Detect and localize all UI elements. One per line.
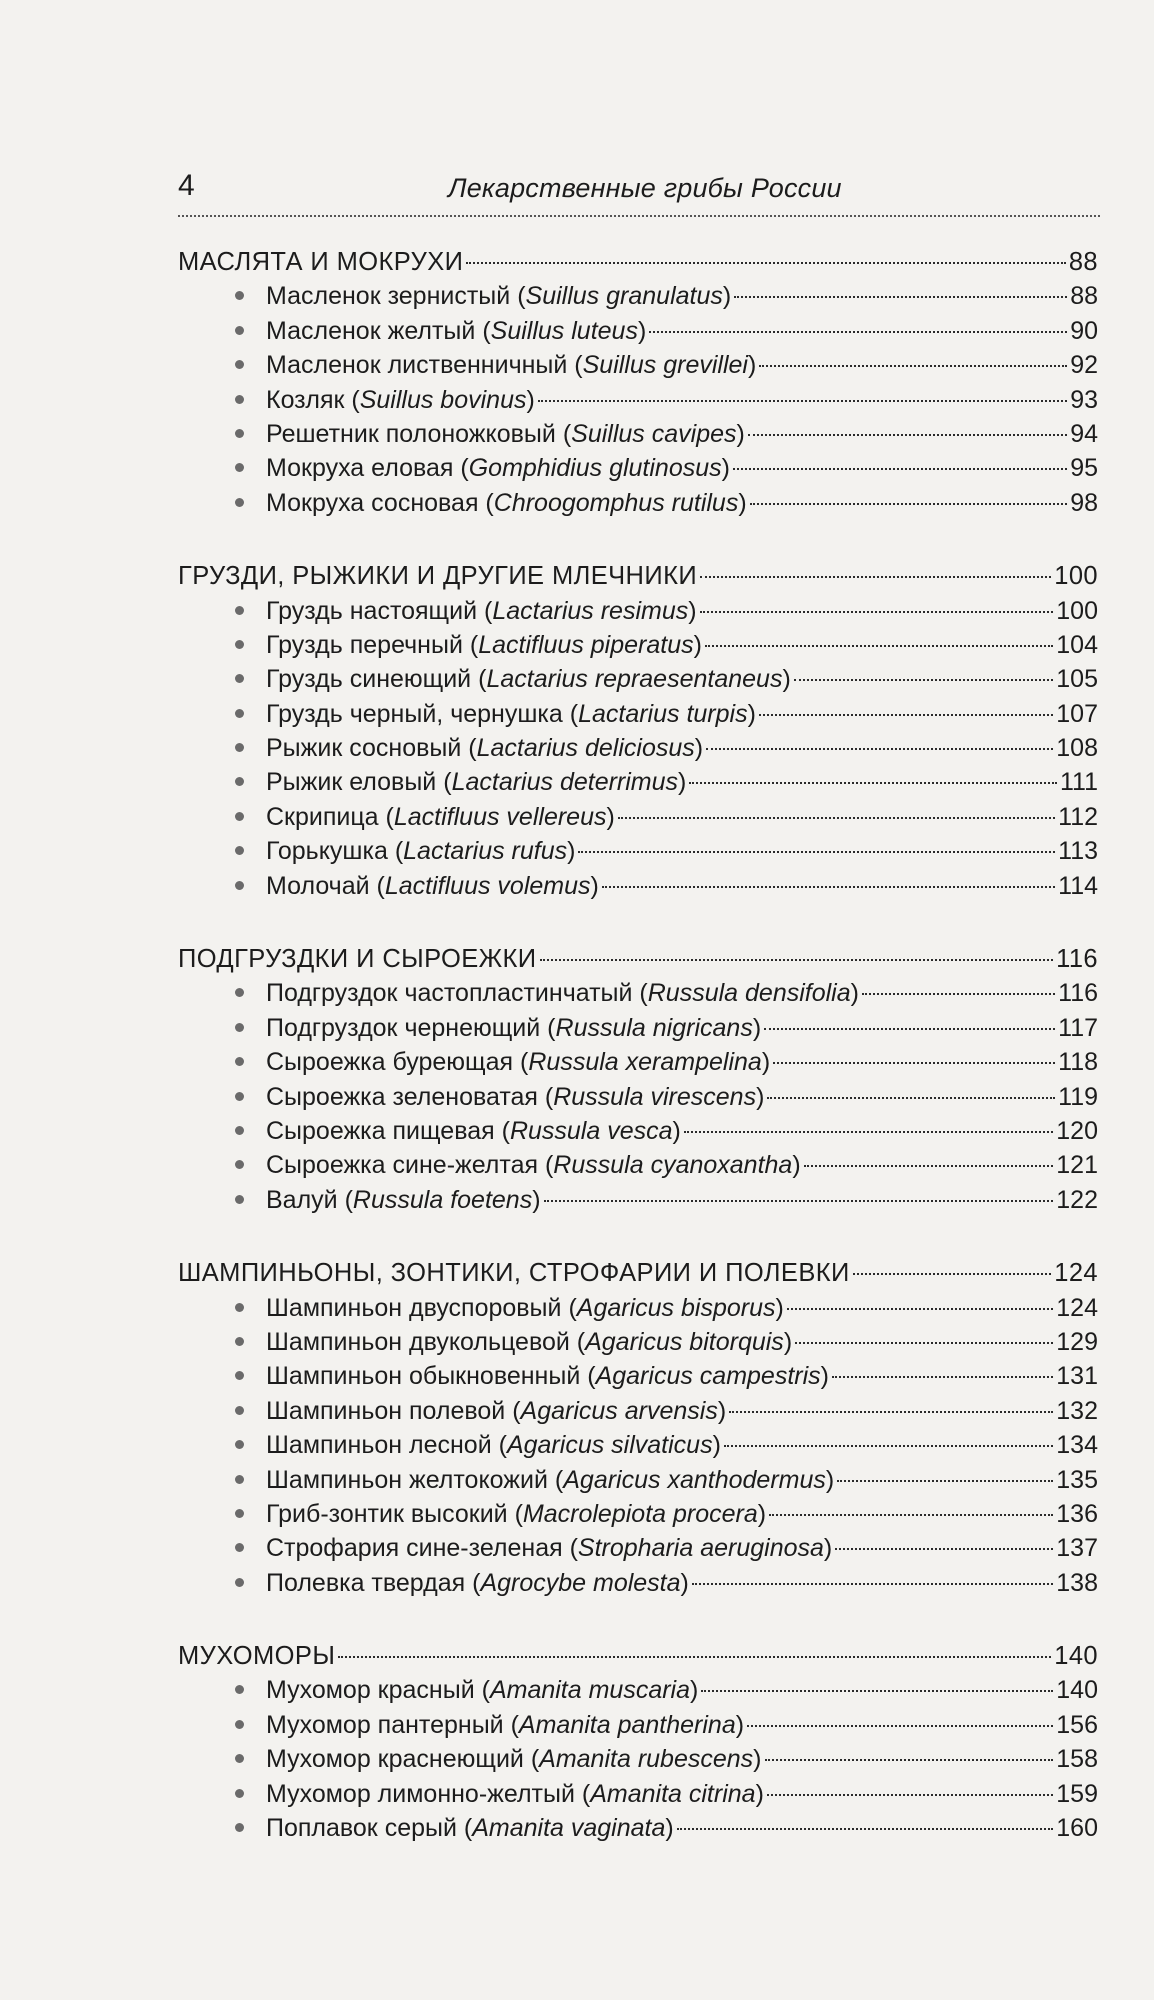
entry-latin-name: Russula densifolia [647, 979, 851, 1008]
dot-leader [837, 1480, 1053, 1482]
section-items [178, 594, 1098, 904]
dot-leader [748, 434, 1067, 436]
entry-latin-name: Suillus bovinus [359, 385, 527, 414]
entry-latin-name: Amanita rubescens [539, 1745, 754, 1774]
dot-leader [706, 748, 1053, 750]
entry-label: Шампиньон желтокожий (Agaricus xanthodermus) [266, 1465, 835, 1494]
entry-russian-name: Шампиньон полевой [266, 1396, 506, 1425]
page-header [178, 166, 1100, 210]
entry-page-number: 119 [1058, 1082, 1098, 1111]
entry-label: Рыжик еловый (Lactarius deterrimus) [266, 768, 687, 797]
entry-russian-name: Шампиньон желтокожий [266, 1465, 548, 1494]
bullet-icon [235, 360, 244, 369]
toc-section [178, 559, 1098, 903]
entry-russian-name: Масленок желтый [266, 316, 476, 345]
bullet-icon [235, 1023, 244, 1032]
dot-leader [689, 782, 1057, 784]
entry-latin-name: Amanita muscaria [489, 1676, 691, 1705]
dot-leader [835, 1548, 1053, 1550]
toc-entry[interactable] [178, 314, 1098, 348]
entry-page-number: 118 [1058, 1048, 1098, 1077]
section-heading[interactable] [178, 245, 1098, 279]
bullet-icon [235, 812, 244, 821]
bullet-icon [235, 1754, 244, 1763]
entry-page-number: 158 [1056, 1745, 1098, 1774]
entry-russian-name: Скрипица [266, 802, 379, 831]
entry-label: Груздь перечный (Lactifluus piperatus) [266, 630, 702, 659]
toc-entry[interactable] [178, 1531, 1098, 1565]
bullet-icon [235, 1823, 244, 1832]
page-number: 4 [178, 169, 195, 202]
bullet-icon [235, 846, 244, 855]
entry-latin-name: Russula foetens [352, 1185, 533, 1214]
section-page-number: 140 [1054, 1642, 1098, 1671]
bullet-icon [235, 1509, 244, 1518]
entry-russian-name: Масленок зернистый [266, 282, 511, 311]
bullet-icon [235, 1440, 244, 1449]
toc-entry[interactable] [178, 451, 1098, 485]
entry-latin-name: Suillus granulatus [525, 282, 723, 311]
entry-latin-name: Russula nigricans [555, 1013, 753, 1042]
entry-label: Масленок лиственничный (Suillus grevillei) [266, 351, 757, 380]
dot-leader [862, 993, 1055, 995]
entry-russian-name: Шампиньон двукольцевой [266, 1327, 570, 1356]
toc-entry[interactable] [178, 486, 1098, 520]
entry-latin-name: Lactifluus vellereus [393, 802, 607, 831]
entry-latin-name: Agaricus xanthodermus [563, 1465, 826, 1494]
dot-leader [692, 1583, 1053, 1585]
entry-label: Подгруздок частопластинчатый (Russula densifolia) [266, 979, 859, 1008]
entry-label: Мухомор лимонно-желтый (Amanita citrina) [266, 1779, 764, 1808]
dot-leader [773, 1062, 1055, 1064]
bullet-icon [235, 1371, 244, 1380]
entry-latin-name: Suillus luteus [490, 316, 638, 345]
dot-leader [677, 1828, 1054, 1830]
entry-russian-name: Груздь синеющий [266, 665, 472, 694]
bullet-icon [235, 1337, 244, 1346]
entry-latin-name: Russula virescens [553, 1082, 757, 1111]
toc-entry[interactable] [178, 1114, 1098, 1148]
section-title: МАСЛЯТА И МОКРУХИ [178, 248, 464, 276]
toc-entry[interactable] [178, 1811, 1098, 1845]
entry-russian-name: Подгруздок чернеющий [266, 1013, 541, 1042]
entry-russian-name: Рыжик еловый [266, 768, 437, 797]
entry-page-number: 120 [1056, 1116, 1098, 1145]
entry-russian-name: Мухомор красный [266, 1676, 475, 1705]
bullet-icon [235, 498, 244, 507]
bullet-icon [235, 1160, 244, 1169]
entry-label: Шампиньон полевой (Agaricus arvensis) [266, 1396, 727, 1425]
entry-label: Гриб-зонтик высокий (Macrolepiota procera) [266, 1499, 767, 1528]
bullet-icon [235, 1685, 244, 1694]
toc-section [178, 245, 1098, 520]
entry-label: Шампиньон двукольцевой (Agaricus bitorquis) [266, 1327, 793, 1356]
bullet-icon [235, 777, 244, 786]
entry-page-number: 111 [1059, 768, 1098, 797]
dot-leader [466, 262, 1065, 264]
entry-page-number: 92 [1070, 351, 1098, 380]
entry-page-number: 94 [1070, 419, 1098, 448]
entry-latin-name: Macrolepiota procera [522, 1499, 758, 1528]
entry-page-number: 134 [1056, 1431, 1098, 1460]
toc-entry[interactable] [178, 834, 1098, 868]
entry-russian-name: Мокруха сосновая [266, 488, 479, 517]
section-items [178, 1291, 1098, 1601]
section-heading[interactable] [178, 1639, 1098, 1673]
entry-russian-name: Рыжик сосновый [266, 734, 462, 763]
entry-latin-name: Agaricus arvensis [520, 1396, 718, 1425]
entry-page-number: 107 [1056, 699, 1098, 728]
toc-entry[interactable] [178, 1777, 1098, 1811]
entry-page-number: 113 [1058, 837, 1098, 866]
toc-entry[interactable] [178, 800, 1098, 834]
toc-entry[interactable] [178, 1148, 1098, 1182]
entry-latin-name: Lactarius rufus [403, 837, 568, 866]
bullet-icon [235, 1126, 244, 1135]
bullet-icon [235, 463, 244, 472]
dot-leader [544, 1200, 1054, 1202]
entry-page-number: 129 [1056, 1327, 1098, 1356]
section-page-number: 100 [1054, 562, 1098, 591]
toc-entry[interactable] [178, 1183, 1098, 1217]
dot-leader [769, 1514, 1053, 1516]
entry-page-number: 100 [1056, 596, 1098, 625]
entry-page-number: 105 [1056, 665, 1098, 694]
dot-leader [338, 1656, 1051, 1658]
entry-label: Груздь синеющий (Lactarius repraesentaneus) [266, 665, 791, 694]
toc-entry[interactable] [178, 1708, 1098, 1742]
entry-label: Молочай (Lactifluus volemus) [266, 871, 599, 900]
section-heading[interactable] [178, 559, 1098, 593]
section-page-number: 88 [1068, 248, 1098, 276]
entry-latin-name: Stropharia aeruginosa [577, 1534, 824, 1563]
entry-russian-name: Полевка твердая [266, 1568, 466, 1597]
toc-entry[interactable] [178, 594, 1098, 628]
entry-label: Сыроежка пищевая (Russula vesca) [266, 1116, 681, 1145]
dot-leader [767, 1794, 1053, 1796]
entry-label: Горькушка (Lactarius rufus) [266, 837, 576, 866]
toc-section [178, 942, 1098, 1217]
toc-entry[interactable] [178, 697, 1098, 731]
entry-label: Поплавок серый (Amanita vaginata) [266, 1814, 674, 1843]
dot-leader [747, 1725, 1053, 1727]
entry-latin-name: Russula cyanoxantha [553, 1151, 793, 1180]
toc-entry[interactable] [178, 1359, 1098, 1393]
entry-label: Подгруздок чернеющий (Russula nigricans) [266, 1013, 762, 1042]
toc-entry[interactable] [178, 1742, 1098, 1776]
entry-page-number: 131 [1056, 1362, 1098, 1391]
bullet-icon [235, 291, 244, 300]
entry-page-number: 98 [1070, 488, 1098, 517]
entry-latin-name: Amanita pantherina [518, 1710, 736, 1739]
dot-leader [618, 817, 1055, 819]
toc-entry[interactable] [178, 628, 1098, 662]
entry-latin-name: Amanita citrina [590, 1779, 756, 1808]
entry-label: Мухомор пантерный (Amanita pantherina) [266, 1710, 745, 1739]
toc-entry[interactable] [178, 1291, 1098, 1325]
entry-latin-name: Agaricus campestris [595, 1362, 821, 1391]
toc-entry[interactable] [178, 279, 1098, 313]
entry-latin-name: Agrocybe molesta [480, 1568, 681, 1597]
entry-label: Валуй (Russula foetens) [266, 1185, 541, 1214]
dot-leader [705, 645, 1053, 647]
dot-leader [794, 679, 1053, 681]
table-of-contents [178, 245, 1098, 1884]
bullet-icon [235, 709, 244, 718]
section-title: ГРУЗДИ, РЫЖИКИ И ДРУГИЕ МЛЕЧНИКИ [178, 562, 698, 591]
toc-entry[interactable] [178, 731, 1098, 765]
entry-page-number: 114 [1058, 871, 1098, 900]
entry-latin-name: Russula xerampelina [528, 1048, 762, 1077]
entry-russian-name: Шампиньон обыкновенный [266, 1362, 581, 1391]
entry-russian-name: Мухомор пантерный [266, 1710, 504, 1739]
toc-entry[interactable] [178, 1394, 1098, 1428]
entry-russian-name: Груздь настоящий [266, 596, 478, 625]
entry-russian-name: Сыроежка пищевая [266, 1116, 495, 1145]
dot-leader [701, 1690, 1053, 1692]
toc-entry[interactable] [178, 869, 1098, 903]
bullet-icon [235, 1543, 244, 1552]
entry-latin-name: Agaricus bitorquis [585, 1327, 784, 1356]
entry-latin-name: Suillus grevillei [582, 351, 748, 380]
entry-label: Шампиньон лесной (Agaricus silvaticus) [266, 1431, 721, 1460]
entry-label: Мухомор красный (Amanita muscaria) [266, 1676, 699, 1705]
bullet-icon [235, 640, 244, 649]
dot-leader [733, 468, 1067, 470]
dot-leader [750, 503, 1068, 505]
dot-leader [684, 1131, 1053, 1133]
entry-page-number: 117 [1058, 1013, 1098, 1042]
entry-page-number: 156 [1056, 1710, 1098, 1739]
dot-leader [724, 1445, 1053, 1447]
bullet-icon [235, 1303, 244, 1312]
entry-label: Груздь настоящий (Lactarius resimus) [266, 596, 697, 625]
section-heading[interactable] [178, 1256, 1098, 1290]
section-page-number: 124 [1054, 1259, 1098, 1288]
entry-latin-name: Lactarius deterrimus [451, 768, 679, 797]
toc-entry[interactable] [178, 976, 1098, 1010]
bullet-icon [235, 881, 244, 890]
entry-label: Масленок желтый (Suillus luteus) [266, 316, 647, 345]
entry-russian-name: Масленок лиственничный [266, 351, 568, 380]
dot-leader [649, 331, 1067, 333]
dot-leader [767, 1097, 1055, 1099]
dot-leader [765, 1759, 1054, 1761]
entry-page-number: 88 [1070, 282, 1098, 311]
dot-leader [853, 1273, 1052, 1275]
entry-latin-name: Gomphidius glutinosus [468, 454, 722, 483]
entry-label: Скрипица (Lactifluus vellereus) [266, 802, 615, 831]
entry-page-number: 159 [1056, 1779, 1098, 1808]
running-title: Лекарственные грибы России [448, 173, 842, 203]
bullet-icon [235, 1057, 244, 1066]
entry-label: Сыроежка буреющая (Russula xerampelina) [266, 1048, 771, 1077]
entry-latin-name: Russula vesca [509, 1116, 673, 1145]
toc-entry[interactable] [178, 1428, 1098, 1462]
dot-leader [795, 1342, 1053, 1344]
section-items [178, 279, 1098, 520]
entry-russian-name: Сыроежка зеленоватая [266, 1082, 538, 1111]
entry-latin-name: Suillus cavipes [571, 419, 737, 448]
entry-page-number: 122 [1056, 1185, 1098, 1214]
entry-latin-name: Lactarius turpis [578, 699, 748, 728]
bullet-icon [235, 1475, 244, 1484]
toc-entry[interactable] [178, 1011, 1098, 1045]
entry-page-number: 132 [1056, 1396, 1098, 1425]
entry-russian-name: Сыроежка буреющая [266, 1048, 514, 1077]
entry-page-number: 135 [1056, 1465, 1098, 1494]
dot-leader [700, 611, 1054, 613]
section-items [178, 976, 1098, 1217]
entry-page-number: 124 [1056, 1293, 1098, 1322]
bullet-icon [235, 1195, 244, 1204]
entry-latin-name: Lactifluus piperatus [478, 630, 694, 659]
entry-russian-name: Решетник полоножковый [266, 419, 556, 448]
bullet-icon [235, 988, 244, 997]
entry-russian-name: Козляк [266, 385, 345, 414]
entry-label: Мокруха еловая (Gomphidius glutinosus) [266, 454, 730, 483]
entry-label: Масленок зернистый (Suillus granulatus) [266, 282, 732, 311]
section-title: ПОДГРУЗДКИ И СЫРОЕЖКИ [178, 945, 537, 974]
entry-russian-name: Шампиньон двуспоровый [266, 1293, 562, 1322]
bullet-icon [235, 1789, 244, 1798]
entry-label: Рыжик сосновый (Lactarius deliciosus) [266, 734, 704, 763]
dot-leader [804, 1165, 1054, 1167]
entry-label: Груздь черный, чернушка (Lactarius turpis) [266, 699, 756, 728]
entry-russian-name: Шампиньон лесной [266, 1431, 492, 1460]
toc-section [178, 1256, 1098, 1600]
section-title: МУХОМОРЫ [178, 1642, 336, 1671]
entry-page-number: 112 [1058, 802, 1098, 831]
toc-entry[interactable] [178, 1673, 1098, 1707]
entry-label: Сыроежка зеленоватая (Russula virescens) [266, 1082, 765, 1111]
dot-leader [787, 1308, 1053, 1310]
entry-latin-name: Lactarius repraesentaneus [486, 665, 783, 694]
entry-page-number: 121 [1056, 1151, 1098, 1180]
dot-leader [832, 1376, 1053, 1378]
section-items [178, 1673, 1098, 1845]
entry-latin-name: Agaricus silvaticus [506, 1431, 713, 1460]
entry-russian-name: Мухомор краснеющий [266, 1745, 524, 1774]
entry-russian-name: Горькушка [266, 837, 388, 866]
entry-page-number: 160 [1056, 1814, 1098, 1843]
bullet-icon [235, 395, 244, 404]
dot-leader [759, 365, 1067, 367]
entry-russian-name: Строфария сине-зеленая [266, 1534, 563, 1563]
entry-page-number: 93 [1070, 385, 1098, 414]
entry-russian-name: Молочай [266, 871, 370, 900]
entry-russian-name: Мухомор лимонно-желтый [266, 1779, 575, 1808]
entry-page-number: 116 [1058, 979, 1098, 1008]
entry-label: Козляк (Suillus bovinus) [266, 385, 535, 414]
toc-entry[interactable] [178, 348, 1098, 382]
toc-entry[interactable] [178, 1045, 1098, 1079]
toc-entry[interactable] [178, 1325, 1098, 1359]
entry-label: Мокруха сосновая (Chroogomphus rutilus) [266, 488, 747, 517]
entry-russian-name: Сыроежка сине-желтая [266, 1151, 539, 1180]
entry-label: Полевка твердая (Agrocybe molesta) [266, 1568, 689, 1597]
section-page-number: 116 [1056, 945, 1098, 974]
header-divider [178, 215, 1100, 217]
dot-leader [578, 851, 1055, 853]
toc-entry[interactable] [178, 662, 1098, 696]
dot-leader [538, 400, 1067, 402]
section-title: ШАМПИНЬОНЫ, ЗОНТИКИ, СТРОФАРИИ И ПОЛЕВКИ [178, 1259, 850, 1288]
entry-latin-name: Amanita vaginata [472, 1814, 666, 1843]
entry-latin-name: Lactarius deliciosus [476, 734, 695, 763]
dot-leader [759, 714, 1053, 716]
entry-label: Решетник полоножковый (Suillus cavipes) [266, 419, 745, 448]
bullet-icon [235, 674, 244, 683]
toc-entry[interactable] [178, 417, 1098, 451]
toc-entry[interactable] [178, 1497, 1098, 1531]
entry-page-number: 90 [1070, 316, 1098, 345]
entry-latin-name: Chroogomphus rutilus [493, 488, 739, 517]
dot-leader [700, 576, 1051, 578]
entry-page-number: 108 [1056, 734, 1098, 763]
toc-entry[interactable] [178, 1463, 1098, 1497]
bullet-icon [235, 1406, 244, 1415]
dot-leader [729, 1411, 1053, 1413]
entry-russian-name: Груздь перечный [266, 630, 463, 659]
entry-russian-name: Мокруха еловая [266, 454, 454, 483]
entry-russian-name: Подгруздок частопластинчатый [266, 979, 633, 1008]
entry-label: Шампиньон обыкновенный (Agaricus campestris) [266, 1362, 829, 1391]
entry-latin-name: Lactarius resimus [492, 596, 689, 625]
toc-entry[interactable] [178, 1080, 1098, 1114]
bullet-icon [235, 1720, 244, 1729]
entry-page-number: 136 [1056, 1499, 1098, 1528]
bullet-icon [235, 326, 244, 335]
bullet-icon [235, 429, 244, 438]
entry-russian-name: Гриб-зонтик высокий [266, 1499, 508, 1528]
entry-page-number: 140 [1056, 1676, 1098, 1705]
toc-entry[interactable] [178, 765, 1098, 799]
toc-entry[interactable] [178, 383, 1098, 417]
entry-label: Мухомор краснеющий (Amanita rubescens) [266, 1745, 762, 1774]
dot-leader [764, 1028, 1055, 1030]
bullet-icon [235, 743, 244, 752]
bullet-icon [235, 1092, 244, 1101]
dot-leader [734, 296, 1067, 298]
entry-label: Сыроежка сине-желтая (Russula cyanoxantha) [266, 1151, 801, 1180]
entry-label: Шампиньон двуспоровый (Agaricus bisporus) [266, 1293, 784, 1322]
entry-page-number: 95 [1070, 454, 1098, 483]
entry-russian-name: Груздь черный, чернушка [266, 699, 563, 728]
toc-entry[interactable] [178, 1566, 1098, 1600]
dot-leader [540, 959, 1054, 961]
entry-page-number: 104 [1056, 630, 1098, 659]
entry-latin-name: Lactifluus volemus [384, 871, 591, 900]
entry-page-number: 138 [1056, 1568, 1098, 1597]
entry-latin-name: Agaricus bisporus [576, 1293, 776, 1322]
entry-label: Строфария сине-зеленая (Stropharia aeruginosa) [266, 1534, 833, 1563]
entry-page-number: 137 [1056, 1534, 1098, 1563]
entry-russian-name: Валуй [266, 1185, 338, 1214]
section-heading[interactable] [178, 942, 1098, 976]
bullet-icon [235, 606, 244, 615]
toc-section [178, 1639, 1098, 1845]
bullet-icon [235, 1578, 244, 1587]
entry-russian-name: Поплавок серый [266, 1814, 457, 1843]
dot-leader [602, 886, 1055, 888]
